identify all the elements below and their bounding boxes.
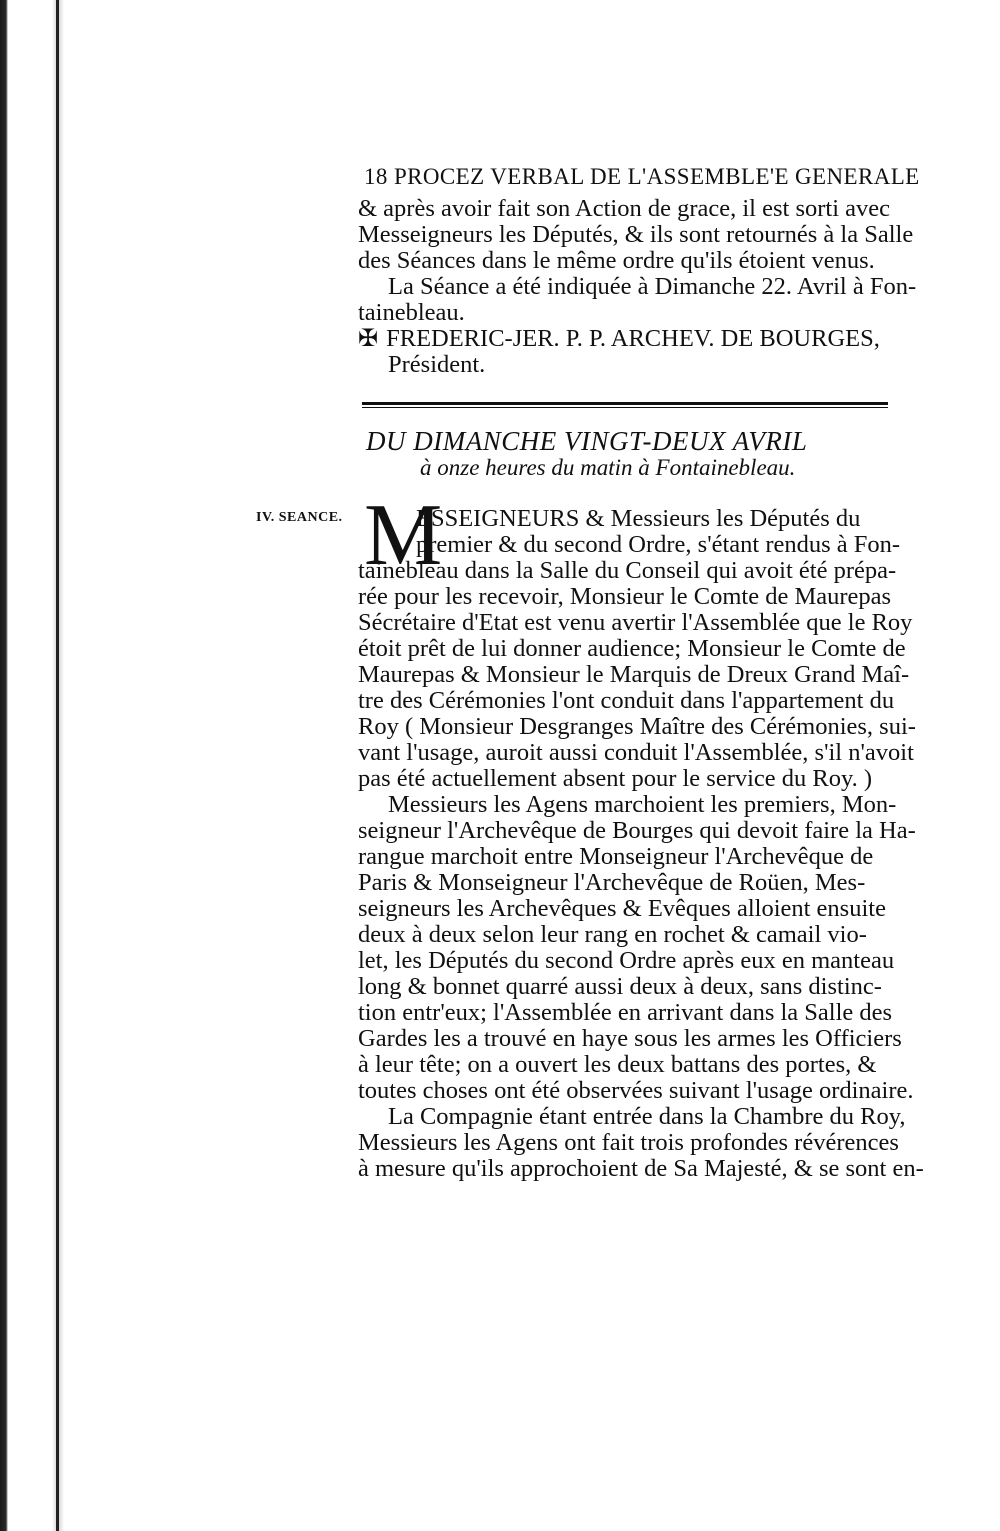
- book-binding-edge: [0, 0, 70, 1531]
- main-paragraph-3: [358, 1103, 924, 1182]
- drop-cap: M: [364, 487, 443, 584]
- section-title: DU DIMANCHE VINGT-DEUX AVRIL: [366, 426, 808, 456]
- text-line: tainebleau dans la Salle du Conseil qui avoit été prépa-: [358, 557, 897, 584]
- margin-note: IV. SEANCE.: [256, 510, 343, 525]
- text-line: ESSEIGNEURS & Messieurs les Députés du: [416, 505, 861, 532]
- section-divider-thin: [362, 407, 888, 408]
- text-line: tainebleau.: [358, 299, 465, 326]
- text-line: vant l'usage, auroit aussi conduit l'Assemblée, s'il n'avoit: [358, 739, 914, 766]
- running-header: 18 PROCEZ VERBAL DE L'ASSEMBLE'E GENERALE: [364, 164, 920, 189]
- text-line: & après avoir fait son Action de grace, il est sorti avec: [358, 195, 891, 222]
- text-line: à leur tête; on a ouvert les deux battans des portes, &: [358, 1051, 877, 1078]
- section-subtitle: à onze heures du matin à Fontainebleau.: [420, 455, 796, 480]
- section-divider: [362, 402, 888, 405]
- text-line: Messieurs les Agens ont fait trois profondes révérences: [358, 1129, 899, 1156]
- text-line: Maurepas & Monsieur le Marquis de Dreux Grand Maî-: [358, 661, 910, 688]
- main-paragraph-1: [358, 505, 916, 792]
- text-line: long & bonnet quarré aussi deux à deux, sans distinc-: [358, 973, 882, 1000]
- text-line: premier & du second Ordre, s'étant rendus à Fon-: [416, 531, 901, 558]
- text-line: rée pour les recevoir, Monsieur le Comte de Maurepas: [358, 583, 892, 610]
- cross-icon: ✠: [358, 326, 379, 352]
- intro-paragraph: [358, 195, 917, 378]
- text-line: seigneurs les Archevêques & Evêques alloient ensuite: [358, 895, 886, 922]
- text-line: rangue marchoit entre Monseigneur l'Archevêque de: [358, 843, 874, 870]
- text-line: deux à deux selon leur rang en rochet & camail vio-: [358, 921, 867, 948]
- binding-gutter-line: [56, 0, 59, 1531]
- text-line: des Séances dans le même ordre qu'ils étoient venus.: [358, 247, 875, 274]
- text-line: étoit prêt de lui donner audience; Monsieur le Comte de: [358, 635, 906, 662]
- text-line: pas été actuellement absent pour le service du Roy. ): [358, 765, 873, 792]
- text-line: Paris & Monseigneur l'Archevêque de Roüen, Mes-: [358, 869, 866, 896]
- signature-name: FREDERIC-JER. P. P. ARCHEV. DE BOURGES,: [386, 325, 880, 352]
- signature-line: [358, 326, 890, 352]
- text-line: Roy ( Monsieur Desgranges Maître des Cérémonies, sui-: [358, 713, 916, 740]
- signature-title: Président.: [388, 351, 486, 378]
- text-line: tion entr'eux; l'Assemblée en arrivant dans la Salle des: [358, 999, 893, 1026]
- text-line: Messeigneurs les Députés, & ils sont retournés à la Salle: [358, 221, 914, 248]
- text-line: let, les Députés du second Ordre après eux en manteau: [358, 947, 895, 974]
- text-line: tre des Cérémonies l'ont conduit dans l'appartement du: [358, 687, 895, 714]
- text-line: La Compagnie étant entrée dans la Chambre du Roy,: [388, 1103, 906, 1130]
- text-line: La Séance a été indiquée à Dimanche 22. Avril à Fon-: [388, 273, 917, 300]
- text-line: Sécrétaire d'Etat est venu avertir l'Assemblée que le Roy: [358, 609, 913, 636]
- text-line: Messieurs les Agens marchoient les premiers, Mon-: [388, 791, 897, 818]
- main-paragraph-2: [358, 791, 916, 1104]
- text-line: toutes choses ont été observées suivant l'usage ordinaire.: [358, 1077, 914, 1104]
- text-line: Gardes les a trouvé en haye sous les armes les Officiers: [358, 1025, 902, 1052]
- text-line: à mesure qu'ils approchoient de Sa Majesté, & se sont en-: [358, 1155, 924, 1182]
- text-line: seigneur l'Archevêque de Bourges qui devoit faire la Ha-: [358, 817, 916, 844]
